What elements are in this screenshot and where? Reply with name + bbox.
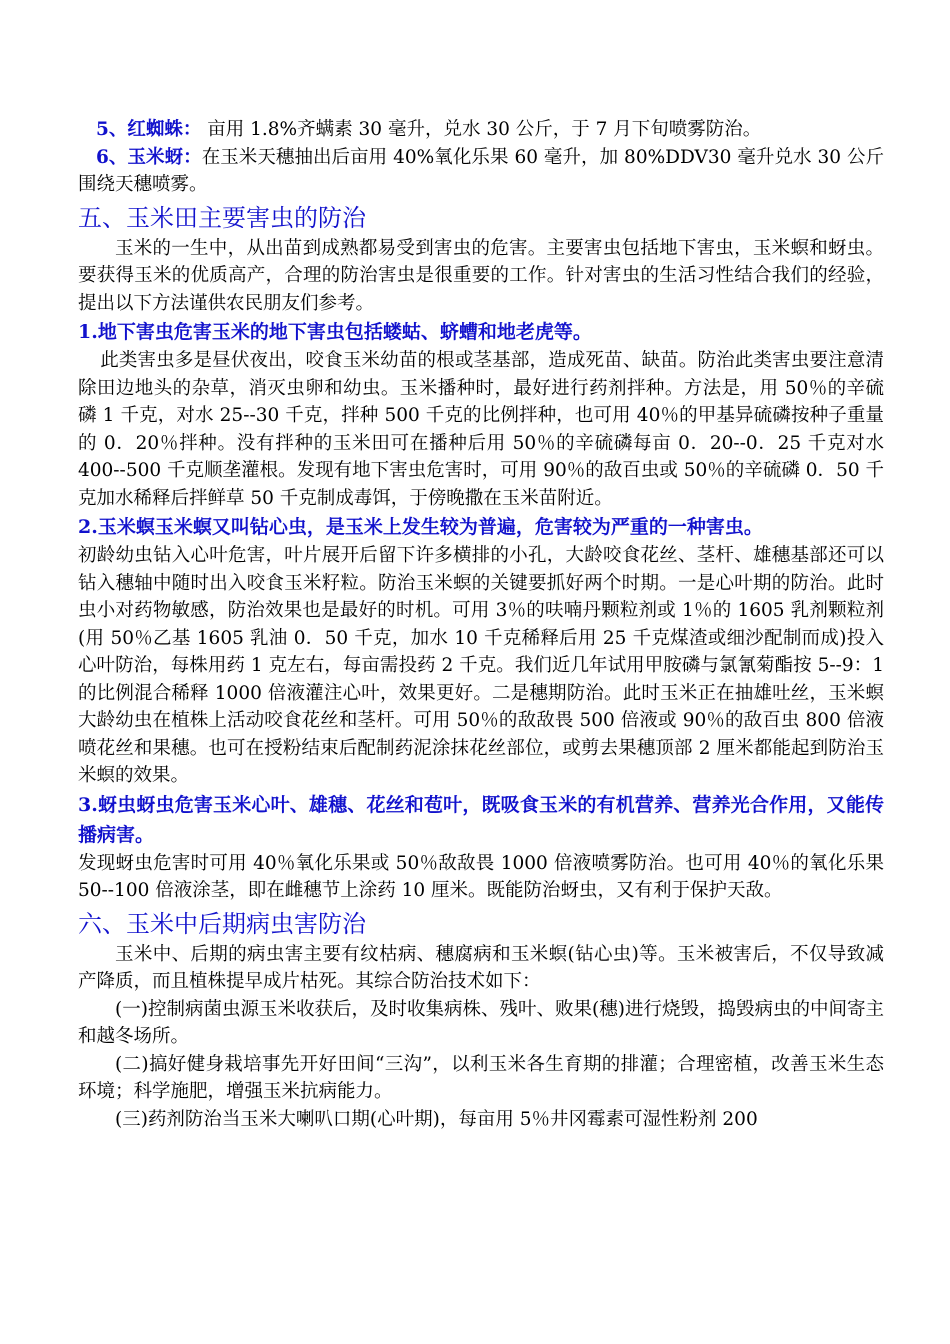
item-corn-aphid [78, 144, 884, 199]
item-label: 6、玉米蚜： [96, 146, 202, 168]
paragraph: 玉米中、后期的病虫害主要有纹枯病、穗腐病和玉米螟(钻心虫)等。玉米被害后，不仅导致减产降质，而且植株提早成片枯死。其综合防治技术如下： [78, 943, 884, 992]
paragraph: 玉米的一生中，从出苗到成熟都易受到害虫的危害。主要害虫包括地下害虫，玉米螟和蚜虫。要获得玉米的优质高产，合理的防治害虫是很重要的工作。针对害虫的生活习性结合我们的经验，提出以下方法谨供农民朋友们参考。 [78, 237, 884, 314]
item-red-spider [78, 116, 884, 144]
paragraph: 发现蚜虫危害时可用 40％氧化乐果或 50％敌敌畏 1000 倍液喷雾防治。也可用 40％的氧化乐果 50--100 倍液涂茎，即在雌穗节上涂药 10 厘米。既能防治蚜虫，又有利于保护天敌。 [78, 852, 884, 901]
subsection-heading: 2.玉米螟玉米螟又叫钻心虫，是玉米上发生较为普遍，危害较为严重的一种害虫。 [78, 516, 763, 538]
subsection-heading: 1.地下害虫危害玉米的地下害虫包括蝼蛄、蛴螬和地老虎等。 [78, 321, 592, 343]
section-heading: 六、玉米中后期病虫害防治 [78, 909, 366, 938]
item-text: 在玉米天穗抽出后亩用 40%氧化乐果 60 毫升，加 80%DDV30 毫升兑水 30 公斤围绕天穗喷雾。 [78, 146, 884, 195]
paragraph: 初龄幼虫钻入心叶危害，叶片展开后留下许多横排的小孔，大龄咬食花丝、茎杆、雄穗基部还可以钻入穗轴中随时出入咬食玉米籽粒。防治玉米螟的关键要抓好两个时期。一是心叶期的防治。此时虫小对药物敏感，防治效果也是最好的时机。可用 3％的呋喃丹颗粒剂或 1％的 1605 乳剂颗粒剂(用 50％乙基 1605 乳油 0．50 千克，加水 10 千克稀释后用 25 千克煤渣或细沙配制而成)投入心叶防治，每株用药 1 克左右，每亩需投药 2 千克。我们近几年试用甲胺磷与氯氰菊酯按 5--9：1 的比例混合稀释 1000 倍液灌注心叶，效果更好。二是穗期防治。此时玉米正在抽雄吐丝，玉米螟大龄幼虫在植株上活动咬食花丝和茎杆。可用 50％的敌敌畏 500 倍液或 90％的敌百虫 800 倍液喷花丝和果穗。也可在授粉结束后配制药泥涂抹花丝部位，或剪去果穗顶部 2 厘米都能起到防治玉米螟的效果。 [78, 545, 884, 786]
paragraph: 此类害虫多是昼伏夜出，咬食玉米幼苗的根或茎基部，造成死苗、缺苗。防治此类害虫要注意清除田边地头的杂草，消灭虫卵和幼虫。玉米播种时，最好进行药剂拌种。方法是，用 50％的辛硫磷 1 千克，对水 25--30 千克，拌种 500 千克的比例拌种，也可用 40％的甲基异硫磷按种子重量的 0．20％拌种。没有拌种的玉米田可在播种后用 50％的辛硫磷每亩 0．20--0．25 千克对水 400--500 千克顺垄灌根。发现有地下害虫危害时，可用 90％的敌百虫或 50％的辛硫磷 0．50 千克加水稀释后拌鲜草 50 千克制成毒饵，于傍晚撒在玉米苗附近。 [78, 350, 884, 509]
paragraph: (二)搞好健身栽培事先开好田间“三沟”，以利玉米各生育期的排灌；合理密植，改善玉米生态环境；科学施肥，增强玉米抗病能力。 [78, 1053, 884, 1102]
document-page [78, 116, 884, 1133]
subsection-heading: 3.蚜虫蚜虫危害玉米心叶、雄穗、花丝和苞叶，既吸食玉米的有机营养、营养光合作用，又能传播病害。 [78, 793, 884, 846]
paragraph: (一)控制病菌虫源玉米收获后，及时收集病株、残叶、败果(穗)进行烧毁，捣毁病虫的中间寄主和越冬场所。 [78, 998, 884, 1047]
paragraph: (三)药剂防治当玉米大喇叭口期(心叶期)，每亩用 5％井冈霉素可湿性粉剂 200 [115, 1108, 758, 1130]
section-heading: 五、玉米田主要害虫的防治 [78, 203, 366, 232]
item-text: 亩用 1.8%齐螨素 30 毫升，兑水 30 公斤，于 7 月下旬喷雾防治。 [201, 119, 762, 140]
item-label: 5、红蜘蛛： [96, 119, 202, 140]
